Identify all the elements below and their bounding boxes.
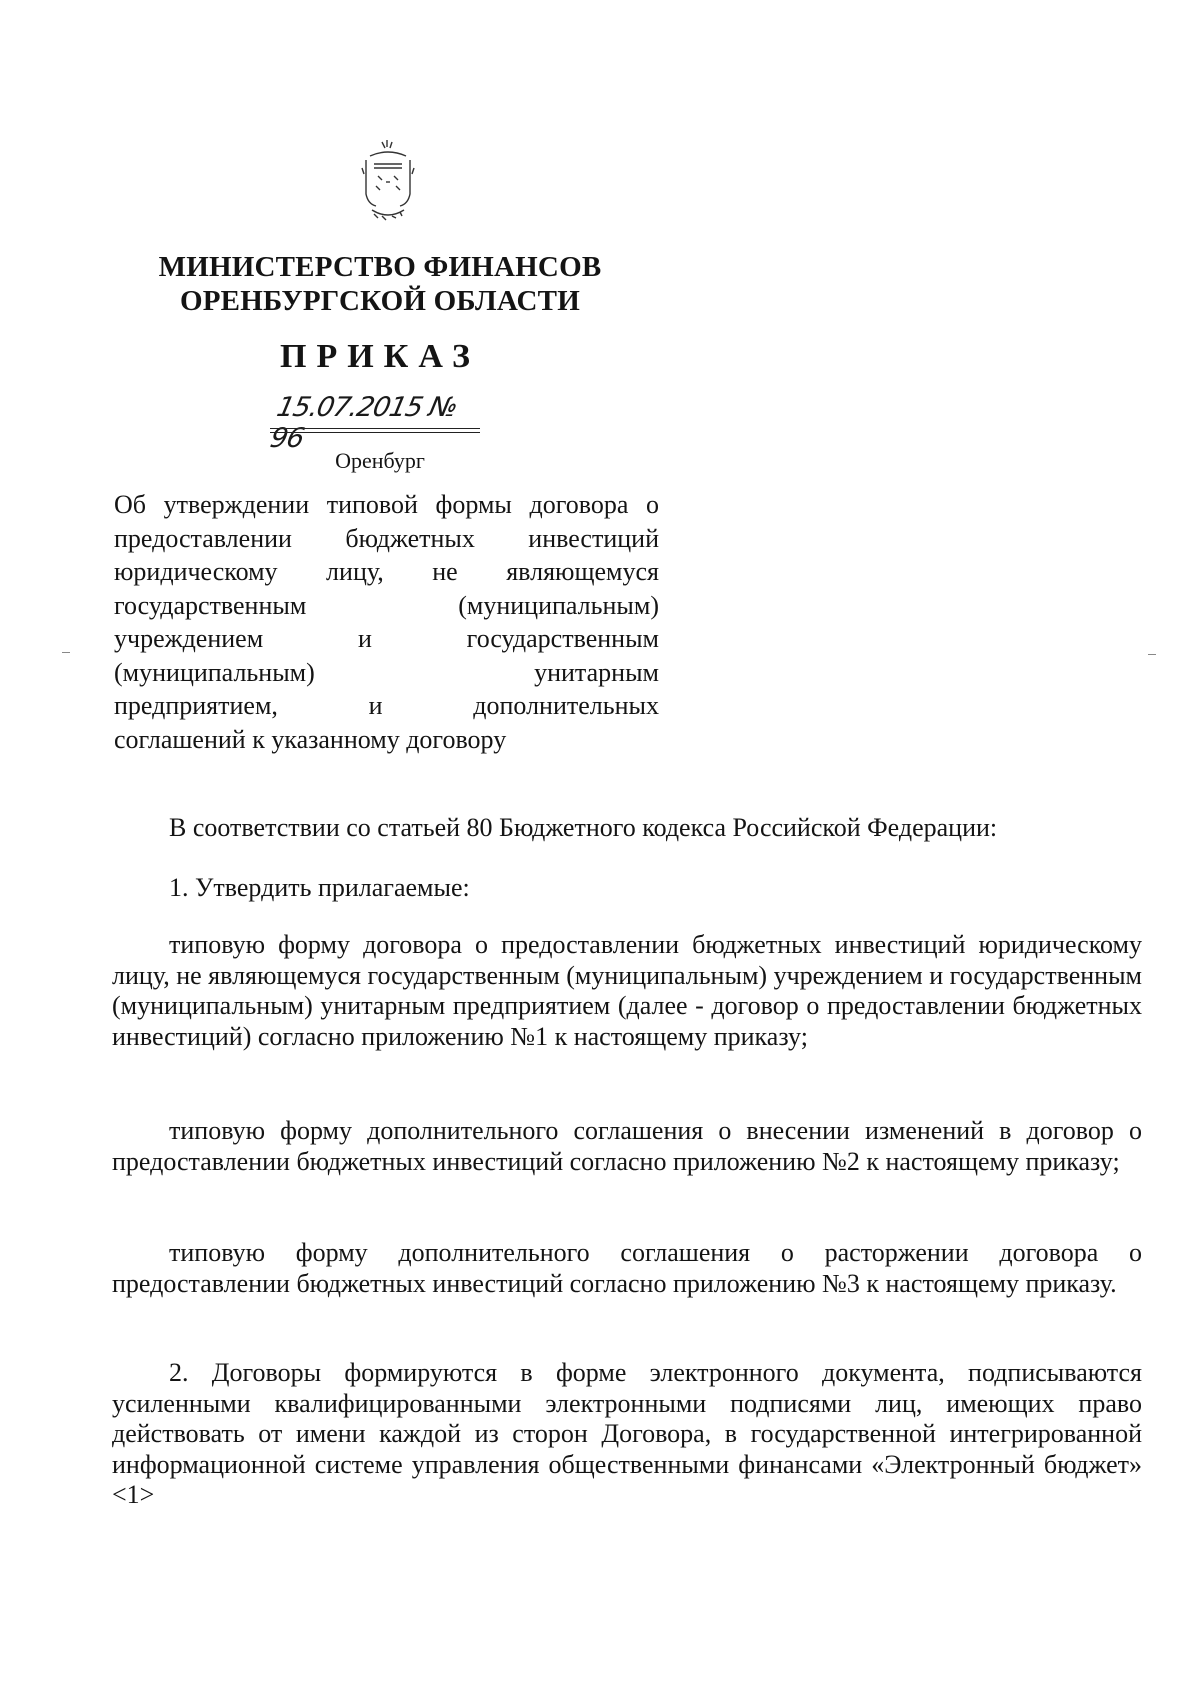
form-1-text: типовую форму договора о предоставлении бюджетных инвестиций юридическому лицу, не являющемуся государственным (муниципальным) учреждением и государственным (муниципальным) унитарным предприятием (далее - договор о предоставлении бюджетных инвестиций) согласно приложению №1 к настоящему приказу;	[112, 930, 1142, 1051]
form-2-paragraph	[112, 1116, 1142, 1177]
ministry-name-line1: МИНИСТЕРСТВО ФИНАНСОВ	[158, 251, 602, 283]
subject-line: государственным (муниципальным)	[114, 590, 659, 620]
form-2-text: типовую форму дополнительного соглашения о внесении изменений в договор о предоставлении бюджетных инвестиций согласно приложению №2 к настоящему приказу;	[112, 1116, 1142, 1176]
subject-line: Об утверждении типовой формы договора о	[114, 490, 659, 519]
item-1-text: 1. Утвердить прилагаемые:	[169, 873, 470, 902]
city: Оренбург	[335, 448, 425, 473]
form-1-paragraph	[112, 930, 1142, 1052]
form-3-text: типовую форму дополнительного соглашения о расторжении договора о предоставлении бюджетных инвестиций согласно приложению №3 к настоящему приказу.	[112, 1238, 1142, 1298]
subject-line: учреждением и государственным	[114, 624, 659, 653]
subject-line: предприятием, и дополнительных	[114, 691, 659, 720]
ministry-name-line2: ОРЕНБУРГСКОЙ ОБЛАСТИ	[180, 285, 580, 317]
intro-paragraph	[112, 813, 1142, 844]
subject-line: юридическому лицу, не являющемуся	[114, 557, 659, 586]
order-title: ПРИКАЗ	[280, 338, 480, 375]
order-subject	[114, 488, 659, 756]
subject-line: предоставлении бюджетных инвестиций	[114, 523, 659, 553]
ministry-name	[150, 250, 610, 318]
subject-line: (муниципальным) унитарным	[114, 657, 659, 687]
intro-text: В соответствии со статьей 80 Бюджетного кодекса Российской Федерации:	[169, 813, 998, 842]
form-3-paragraph	[112, 1238, 1142, 1299]
item-2-text: 2. Договоры формируются в форме электронного документа, подписываются усиленными квалифицированными электронными подписями лиц, имеющих право действовать от имени каждой из сторон Договора, в государственной интегрированной информационной системе управления общественными финансами «Электронный бюджет» <1>	[112, 1358, 1142, 1509]
scan-margin-mark-right	[1148, 654, 1156, 655]
item-2-paragraph	[112, 1358, 1142, 1511]
order-number-handwritten: 15.07.2015 № 96	[267, 392, 460, 454]
order-number-field	[267, 392, 490, 454]
order-number-underline	[270, 428, 480, 429]
scan-margin-mark-left	[62, 652, 70, 653]
subject-line: соглашений к указанному договору	[114, 724, 507, 754]
item-1-paragraph	[112, 873, 1142, 904]
order-number-underline-2	[270, 432, 480, 433]
coat-of-arms-emblem	[352, 138, 424, 230]
